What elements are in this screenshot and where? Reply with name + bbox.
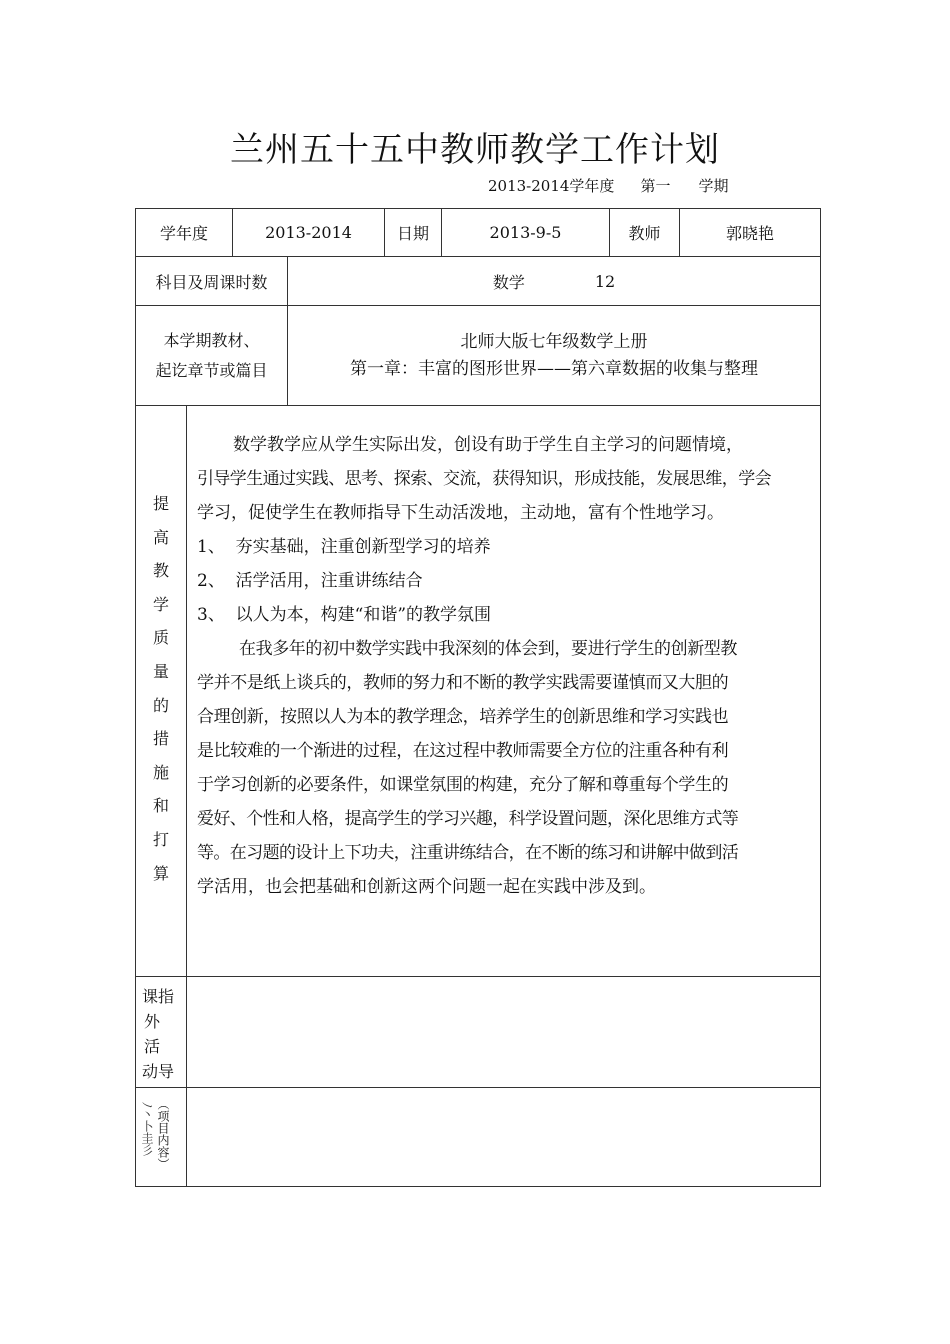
- table-line: [820, 208, 821, 1187]
- label-project-content: [136, 1088, 186, 1186]
- subtitle-year: 2013-2014: [488, 177, 570, 195]
- body-line: 在我多年的初中数学实践中我深刻的体会到，要进行学生的创新型教: [239, 639, 737, 659]
- label-textbook-line2: 起讫章节或篇目: [155, 360, 268, 380]
- label-measures-char: 的: [152, 695, 169, 715]
- label-project-rotated: （项目内容）: [156, 1098, 170, 1170]
- textbook-name: 北师大版七年级数学上册: [460, 331, 648, 352]
- value-date: 2013-9-5: [489, 223, 562, 242]
- value-weekly-hours: 12: [594, 271, 616, 291]
- body-line: 于学习创新的必要条件，如课堂氛围的构建，充分了解和尊重每个学生的: [197, 775, 729, 795]
- label-measures-char: 措: [152, 729, 169, 749]
- label-date: 日期: [396, 224, 429, 243]
- body-list-item: 1、 夯实基础，注重创新型学习的培养: [197, 537, 491, 557]
- table-line: [135, 1186, 821, 1187]
- label-measures-char: 学: [152, 594, 169, 614]
- body-line: 是比较难的一个渐进的过程，在这过程中教师需要全方位的注重各种有利: [197, 741, 729, 761]
- subtitle-term: 第一: [640, 177, 671, 195]
- body-list-item: 2、 活学活用，注重讲练结合: [197, 571, 423, 591]
- body-list-item: 3、 以人为本，构建“和谐”的教学氛围: [197, 605, 492, 625]
- table-line: [135, 1087, 821, 1088]
- label-extra-line: 活: [144, 1037, 161, 1056]
- body-line: 数学教学应从学生实际出发，创设有助于学生自主学习的问题情境，: [233, 435, 743, 455]
- label-textbook-chapters: [136, 306, 287, 405]
- label-extra-line: 外: [144, 1012, 161, 1031]
- label-measures-char: 提: [152, 494, 169, 513]
- measures-body: [197, 428, 817, 904]
- body-line: 引导学生通过实践、思考、探索、交流，获得知识，形成技能，发展思维，学会: [197, 469, 771, 489]
- label-measures-char: 施: [152, 762, 169, 782]
- table-line: [135, 976, 821, 977]
- body-line: 学习，促使学生在教师指导下生动活泼地，主动地，富有个性地学习。: [197, 503, 724, 523]
- label-measures-char: 教: [152, 561, 169, 581]
- body-line: 学并不是纸上谈兵的，教师的努力和不断的教学实践需要谨慎而又大胆的: [197, 673, 729, 693]
- label-measures-char: 打: [152, 829, 169, 849]
- subtitle-term-suffix: 学期: [698, 177, 729, 195]
- value-subject-hours: [288, 257, 820, 305]
- body-line: 爱好、个性和人格，提高学生的学习兴趣，科学设置问题，深化思维方式等: [197, 809, 739, 829]
- label-project-cut: ﾉ丶卜圭彡: [140, 1102, 154, 1157]
- table-line: [186, 405, 187, 1187]
- body-line: 学活用，也会把基础和创新这两个问题一起在实践中涉及到。: [197, 877, 656, 897]
- chapter-range: 第一章：丰富的图形世界——第六章数据的收集与整理: [350, 358, 758, 379]
- label-school-year: 学年度: [159, 224, 208, 243]
- label-extra-line: 课指: [142, 987, 175, 1006]
- value-school-year: 2013-2014: [265, 223, 352, 242]
- label-extra-line: 动导: [142, 1062, 175, 1081]
- document-title: 兰州五十五中教师教学工作计划: [230, 130, 720, 170]
- label-measures-char: 高: [152, 527, 169, 547]
- label-textbook-line1: 本学期教材、: [163, 330, 260, 350]
- body-line: 合理创新，按照以人为本的教学理念，培养学生的创新思维和学习实践也: [197, 707, 729, 727]
- label-measures-char: 量: [152, 661, 169, 681]
- label-measures-char: 算: [152, 863, 169, 883]
- value-textbook-chapters: [288, 306, 820, 405]
- value-teacher: 郭晓艳: [725, 224, 774, 243]
- label-subject-hours: 科目及周课时数: [155, 272, 268, 292]
- label-measures-char: 和: [152, 796, 169, 816]
- document-subtitle: [488, 176, 728, 196]
- label-extracurricular: [140, 984, 184, 1084]
- label-teacher: 教师: [628, 224, 661, 243]
- label-measures-char: 质: [152, 628, 169, 648]
- label-measures: [136, 487, 186, 890]
- body-line: 等。在习题的设计上下功夫，注重讲练结合，在不断的练习和讲解中做到活: [197, 843, 739, 863]
- value-subject: 数学: [492, 272, 525, 292]
- subtitle-year-suffix: 学年度: [569, 177, 615, 195]
- table-line: [135, 405, 821, 406]
